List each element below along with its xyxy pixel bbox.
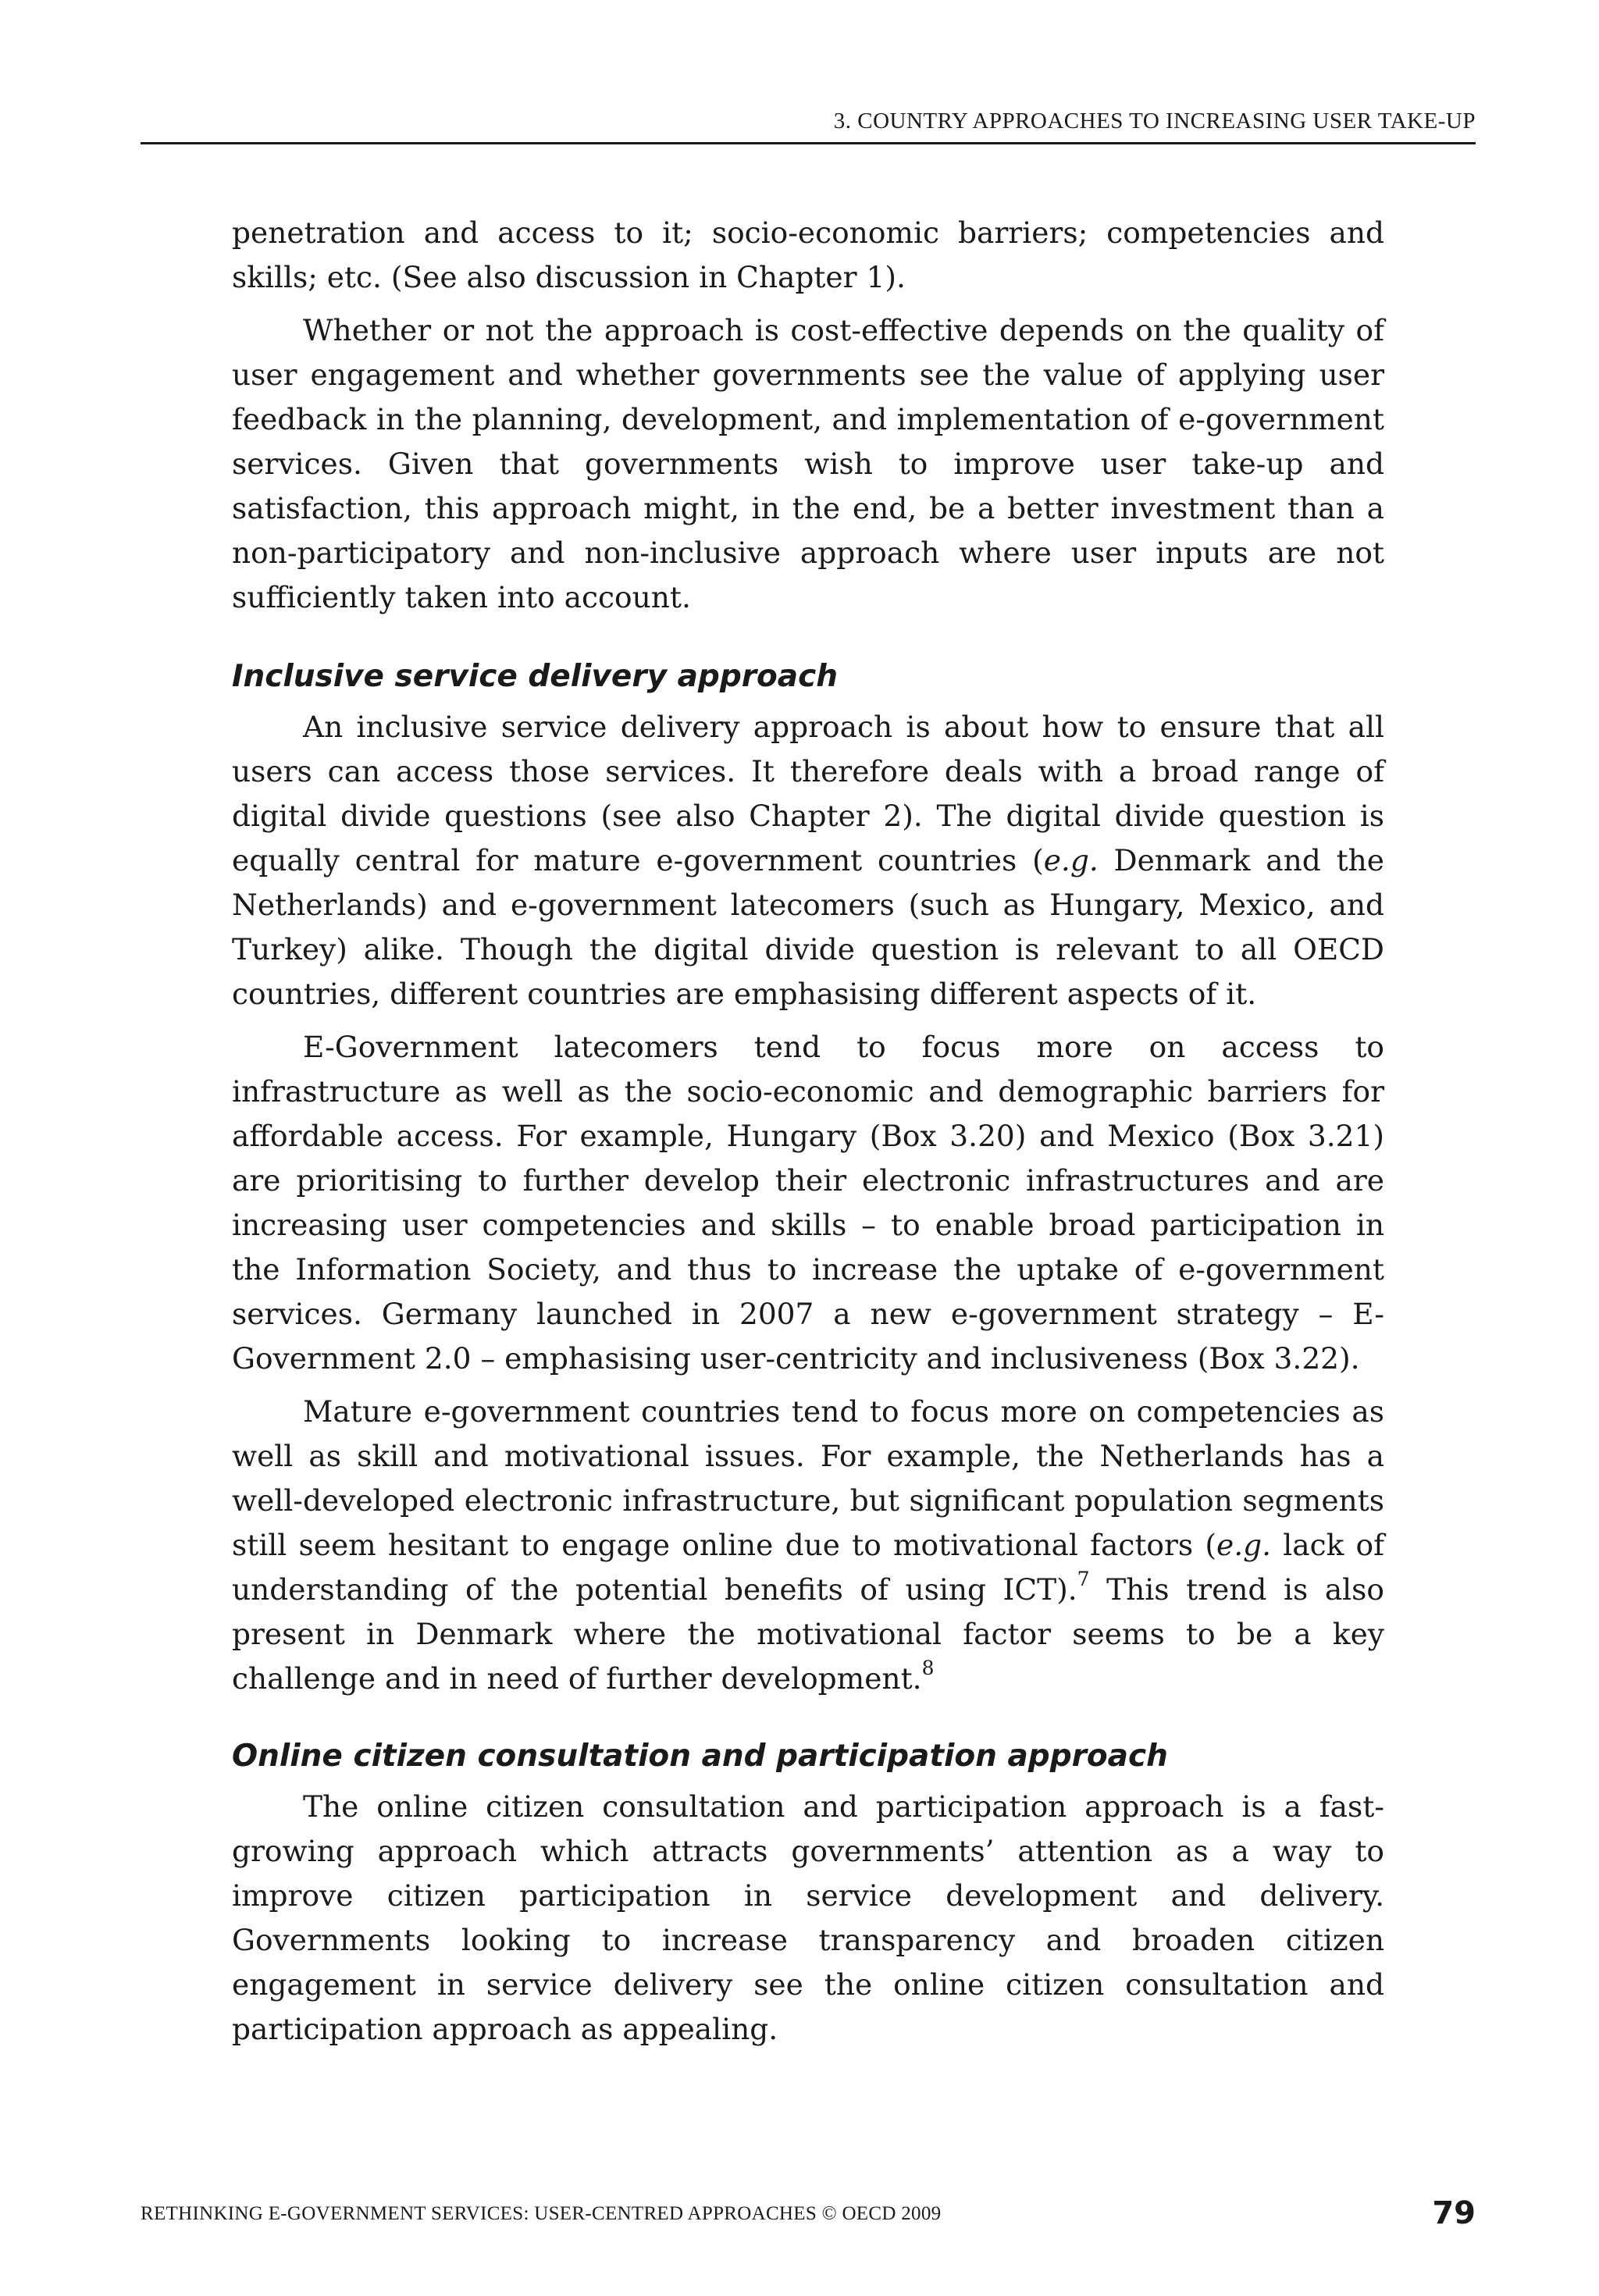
paragraph-text: lack of understanding of the potential benefits of using ICT).	[232, 1528, 1385, 1607]
paragraph-mature-countries	[232, 1390, 1384, 1701]
paragraph-inclusive-approach	[232, 705, 1384, 1016]
chapter-title: 3. COUNTRY APPROACHES TO INCREASING USER TAKE-UP	[833, 109, 1476, 133]
section-heading-inclusive-service-delivery: Inclusive service delivery approach	[232, 659, 838, 694]
paragraph-text: Denmark and the Netherlands) and e-government latecomers (such as Hungary, Mexico, and Turkey) alike. Though the digital divide question is relevant to all OECD countries, different countries are emphasising different aspects of it.	[232, 843, 1384, 1011]
page-body	[232, 211, 1384, 2060]
section-heading-online-consultation: Online citizen consultation and participation approach	[232, 1739, 1168, 1774]
paragraph-continuation: penetration and access to it; socio-economic barriers; competencies and skills; etc. (See also discussion in Chapter 1).	[232, 215, 1384, 294]
paragraph-cost-effectiveness: Whether or not the approach is cost-effective depends on the quality of user engagement and whether governments see the value of applying user feedback in the planning, development, and implementation of e-government services. Given that governments wish to improve user take-up and satisfaction, this approach might, in the end, be a better investment than a non-participatory and non-inclusive approach where user inputs are not sufficiently taken into account.	[232, 313, 1384, 614]
footnote-ref-7[interactable]: 7	[1077, 1568, 1090, 1590]
eg-abbreviation: e.g.	[1043, 843, 1099, 877]
footnote-ref-8[interactable]: 8	[921, 1657, 935, 1679]
paragraph-text: An inclusive service delivery approach is about how to ensure that all users can access those services. It therefore deals with a broad range of digital divide questions (see also Chapter 2). The digital divide question is equally central for mature e-government countries (	[232, 710, 1384, 877]
running-header	[141, 106, 1476, 144]
page-footer	[141, 2195, 1476, 2234]
publication-title: RETHINKING E-GOVERNMENT SERVICES: USER-CENTRED APPROACHES © OECD 2009	[141, 2203, 942, 2224]
paragraph-text: Mature e-government countries tend to focus more on competencies as well as skill and motivational issues. For example, the Netherlands has a well-developed electronic infrastructure, but significant population segments still seem hesitant to engage online due to motivational factors (	[232, 1394, 1384, 1562]
page-number: 79	[1432, 2195, 1476, 2231]
paragraph-online-consultation: The online citizen consultation and participation approach is a fast-growing approach which attracts governments’ attention as a way to improve citizen participation in service development and delivery. Governments looking to increase transparency and broaden citizen engagement in service delivery see the online citizen consultation and participation approach as appealing.	[232, 1789, 1384, 2046]
paragraph-latecomers: E-Government latecomers tend to focus more on access to infrastructure as well as the socio-economic and demographic barriers for affordable access. For example, Hungary (Box 3.20) and Mexico (Box 3.21) are prioritising to further develop their electronic infrastructures and are increasing user competencies and skills – to enable broad participation in the Information Society, and thus to increase the uptake of e-government services. Germany launched in 2007 a new e-government strategy – E-Government 2.0 – emphasising user-centricity and inclusiveness (Box 3.22).	[232, 1030, 1384, 1376]
paragraph-text: This trend is also present in Denmark where the motivational factor seems to be a key challenge and in need of further development.	[232, 1572, 1384, 1696]
eg-abbreviation: e.g.	[1216, 1528, 1272, 1562]
